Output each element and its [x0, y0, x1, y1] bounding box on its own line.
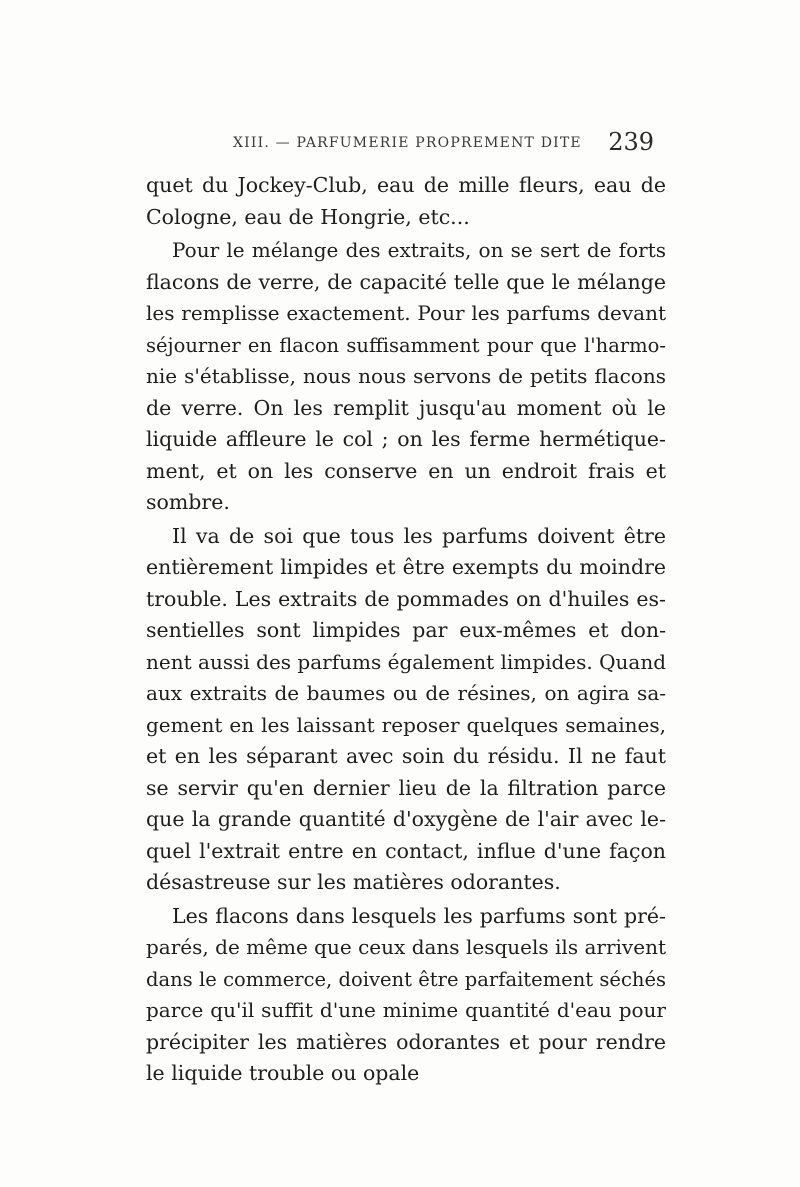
text-line: dans le commerce, doivent être parfaitement séchés [146, 967, 666, 991]
text-line: de verre. On les remplit jusqu'au moment où le [146, 395, 666, 420]
chapter-title: XIII. — PARFUMERIE PROPREMENT DITE [233, 135, 582, 151]
text-line: et en les séparant avec soin du résidu. Il ne faut [146, 744, 666, 768]
text-line: quet du Jockey-Club, eau de mille fleurs, eau de [146, 173, 666, 197]
text-line: sombre. [146, 490, 230, 514]
text-line: Cologne, eau de Hongrie, etc... [146, 204, 470, 229]
text-line: gement en les laissant reposer quelques semaines, [146, 712, 666, 737]
text-line: parce qu'il suffit d'une minime quantité d'eau pour [146, 998, 666, 1022]
text-line: ment, et on les conserve en un endroit frais et [146, 458, 666, 483]
text-line: sentielles sont limpides par eux-mêmes et don- [146, 618, 666, 642]
text-line: quel l'extrait entre en contact, influe d'une façon [146, 838, 666, 863]
text-line: précipiter les matières odorantes et pour rendre [146, 1029, 666, 1054]
paragraph-3 [146, 521, 666, 899]
text-line: désastreuse sur les matières odorantes. [146, 870, 561, 894]
paragraph-4 [146, 901, 666, 1090]
text-line: les remplisse exactement. Pour les parfums devant [146, 301, 666, 325]
text-line: aux extraits de baumes ou de résines, on agira sa- [146, 681, 666, 705]
body-text [146, 170, 666, 1090]
text-line: le liquide trouble ou opale [146, 1061, 420, 1085]
text-line: que la grande quantité d'oxygène de l'air avec le- [146, 807, 666, 831]
text-line: parés, de même que ceux dans lesquels ils arrivent [146, 935, 666, 959]
page-number: 239 [608, 128, 654, 156]
text-line: nent aussi des parfums également limpides. Quand [146, 649, 666, 674]
running-head [148, 128, 654, 160]
text-line: se servir qu'en dernier lieu de la filtration parce [146, 775, 666, 800]
text-line: liquide affleure le col ; on les ferme hermétique- [146, 427, 666, 451]
text-line: séjourner en flacon suffisamment pour que l'harmo- [146, 333, 666, 357]
text-line: nie s'établisse, nous nous servons de petits flacons [146, 364, 666, 388]
paragraph-2 [146, 235, 666, 519]
text-line: flacons de verre, de capacité telle que le mélange [146, 269, 666, 294]
text-line: Pour le mélange des extraits, on se sert de forts [172, 238, 666, 262]
text-line: trouble. Les extraits de pommades on d'huiles es- [146, 586, 666, 611]
text-line: Il va de soi que tous les parfums doivent être [172, 523, 666, 548]
paragraph-1 [146, 170, 666, 233]
text-line: entièrement limpides et être exempts du moindre [146, 555, 666, 579]
text-line: Les flacons dans lesquels les parfums sont pré- [172, 903, 666, 928]
